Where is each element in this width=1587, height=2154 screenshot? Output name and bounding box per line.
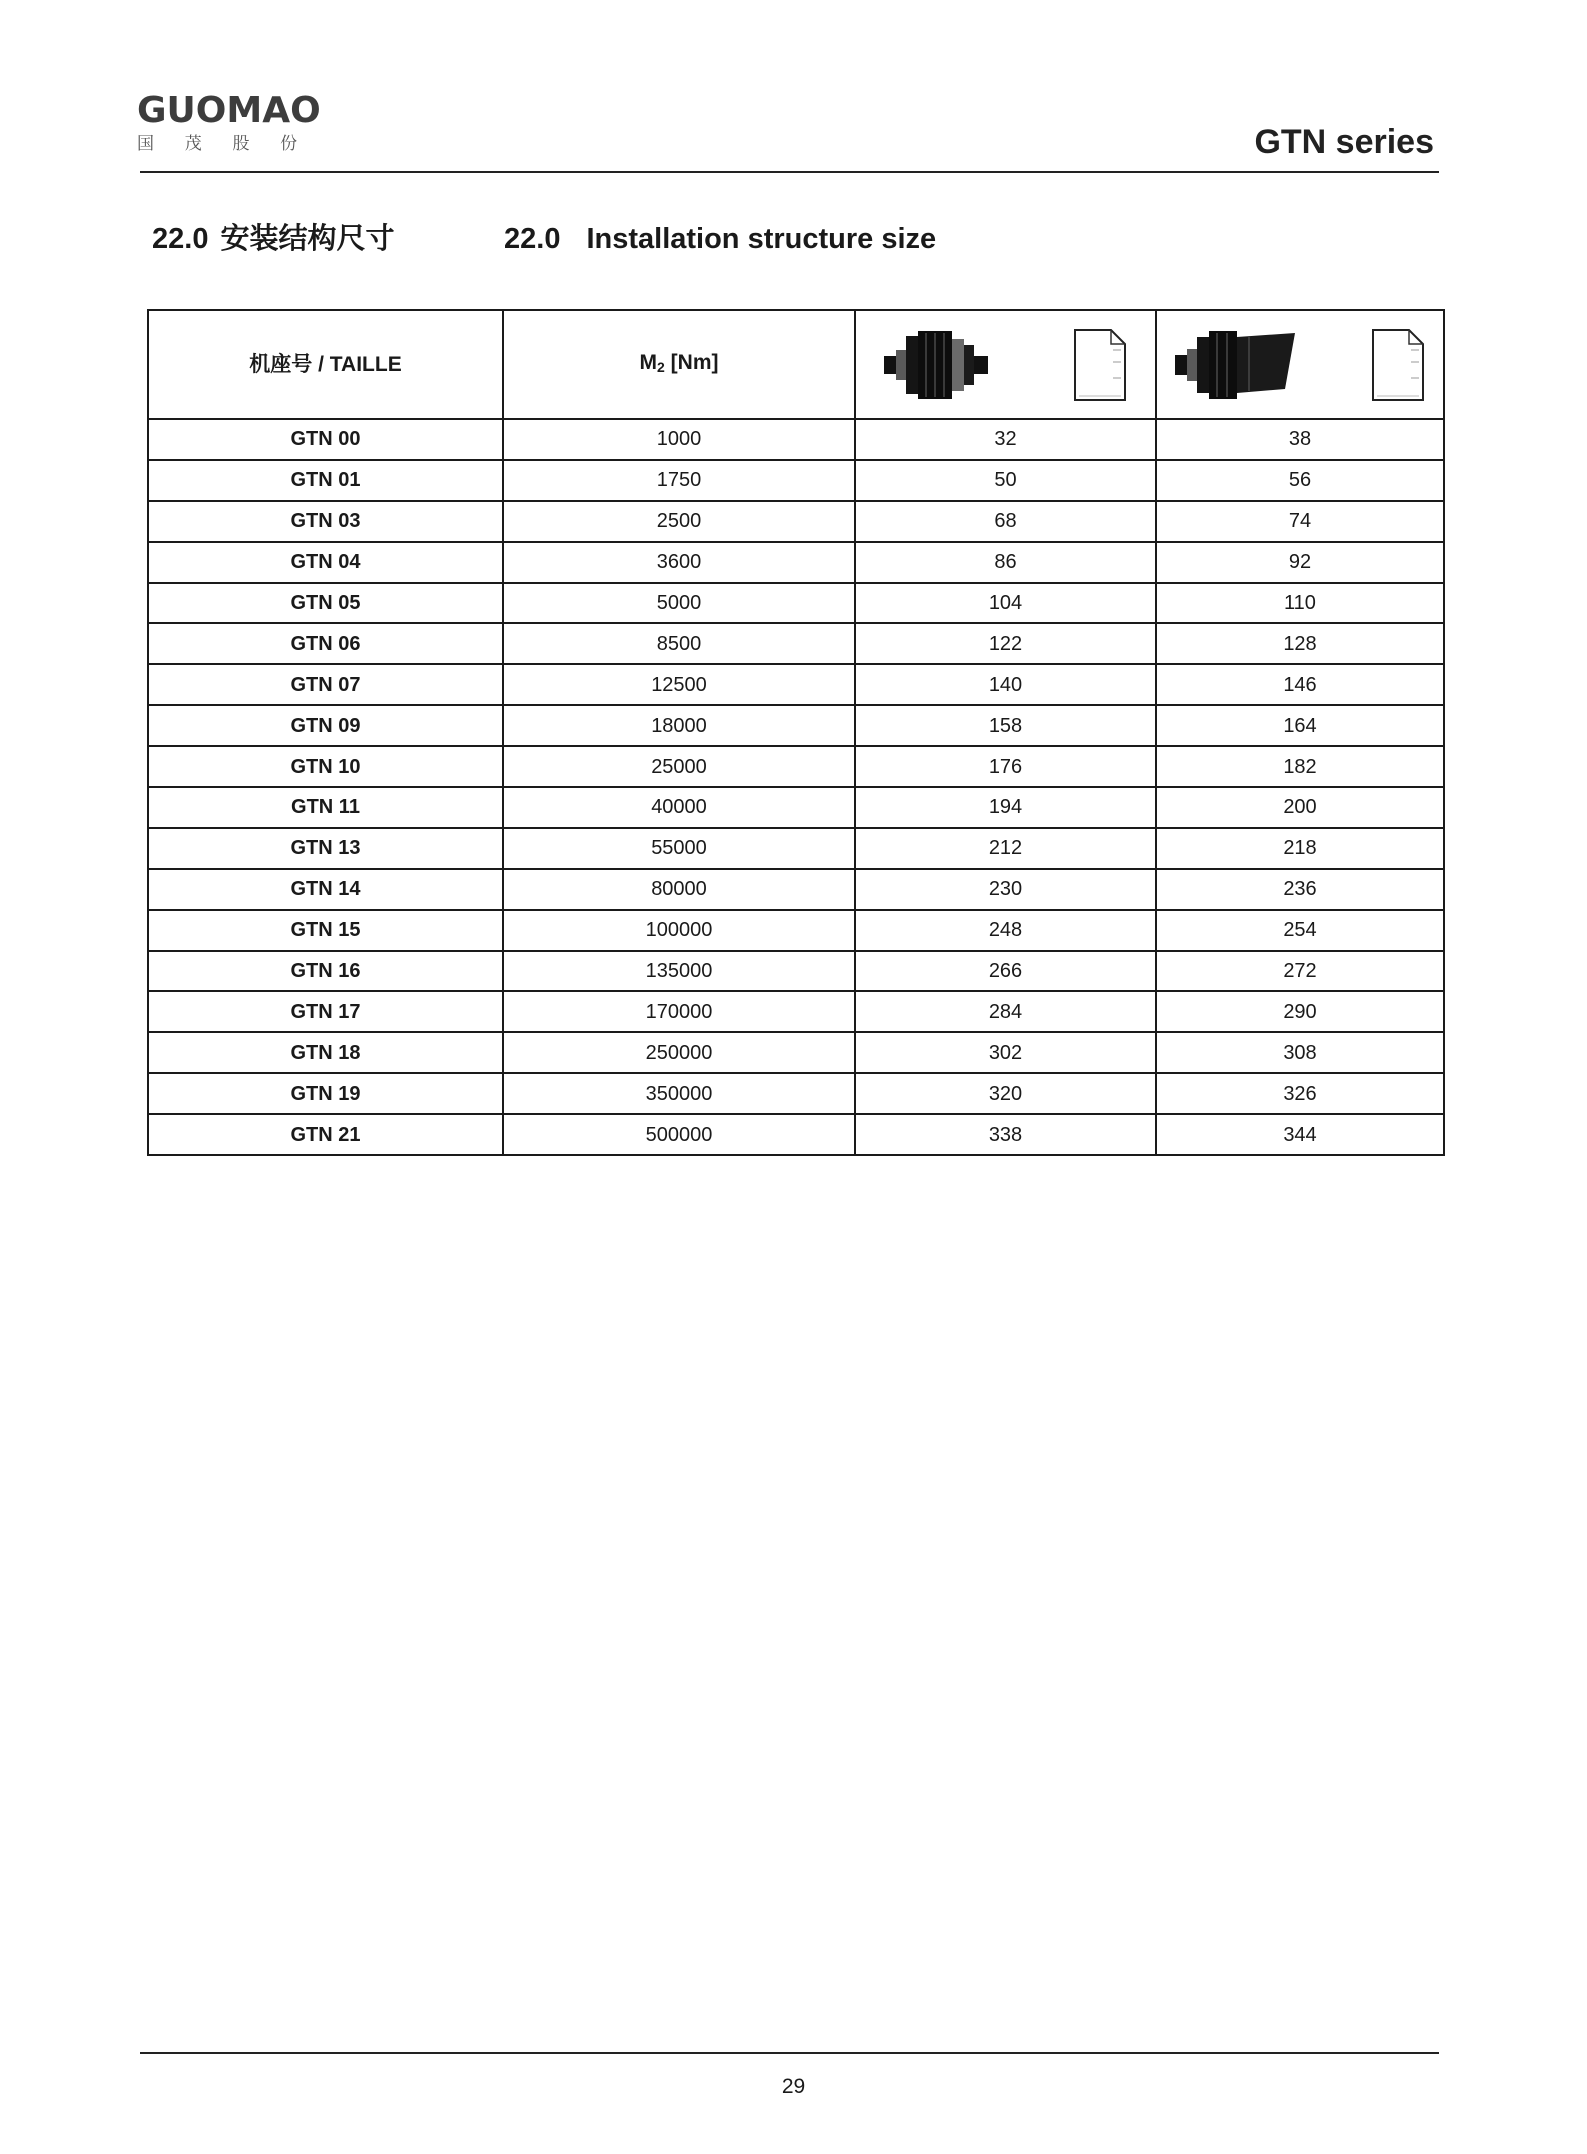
flanged-unit-cell: 272 xyxy=(1156,951,1444,992)
flanged-unit-column-header xyxy=(1156,310,1444,419)
torque-subscript: 2 xyxy=(657,358,665,375)
size-cell: GTN 07 xyxy=(148,664,503,705)
flanged-unit-cell: 290 xyxy=(1156,991,1444,1032)
size-column-label: 机座号 / TAILLE xyxy=(249,352,402,376)
size-cell: GTN 05 xyxy=(148,583,503,624)
torque-cell: 1750 xyxy=(503,460,855,501)
size-cell: GTN 06 xyxy=(148,623,503,664)
torque-cell: 100000 xyxy=(503,910,855,951)
size-cell: GTN 09 xyxy=(148,705,503,746)
torque-cell: 350000 xyxy=(503,1073,855,1114)
dimension-drawing-icon xyxy=(1371,328,1425,402)
torque-cell: 170000 xyxy=(503,991,855,1032)
section-heading-cn xyxy=(152,221,394,257)
size-cell: GTN 11 xyxy=(148,787,503,828)
inline-unit-cell: 248 xyxy=(855,910,1156,951)
section-number-en: 22.0 xyxy=(504,223,561,255)
torque-cell: 2500 xyxy=(503,501,855,542)
company-logo xyxy=(137,92,327,154)
torque-unit: [Nm] xyxy=(670,350,719,374)
footer-divider xyxy=(140,2052,1439,2054)
inline-unit-cell: 194 xyxy=(855,787,1156,828)
table-row xyxy=(148,419,1444,460)
size-cell: GTN 01 xyxy=(148,460,503,501)
table-row xyxy=(148,828,1444,869)
flanged-unit-cell: 128 xyxy=(1156,623,1444,664)
size-cell: GTN 14 xyxy=(148,869,503,910)
inline-unit-cell: 158 xyxy=(855,705,1156,746)
inline-unit-cell: 176 xyxy=(855,746,1156,787)
logo-subtext: 国 茂 股 份 xyxy=(137,134,311,153)
torque-cell: 8500 xyxy=(503,623,855,664)
table-row xyxy=(148,705,1444,746)
table-row xyxy=(148,869,1444,910)
flanged-unit-cell: 146 xyxy=(1156,664,1444,705)
table-row xyxy=(148,664,1444,705)
flanged-unit-cell: 344 xyxy=(1156,1114,1444,1155)
inline-unit-cell: 212 xyxy=(855,828,1156,869)
inline-unit-cell: 86 xyxy=(855,542,1156,583)
table-row xyxy=(148,787,1444,828)
flanged-unit-cell: 164 xyxy=(1156,705,1444,746)
inline-unit-cell: 32 xyxy=(855,419,1156,460)
inline-unit-cell: 68 xyxy=(855,501,1156,542)
page-number: 29 xyxy=(781,2075,806,2098)
flanged-unit-cell: 254 xyxy=(1156,910,1444,951)
table-row xyxy=(148,1114,1444,1155)
inline-unit-column-header xyxy=(855,310,1156,419)
flanged-unit-cell: 326 xyxy=(1156,1073,1444,1114)
header-divider xyxy=(140,171,1439,173)
torque-cell: 80000 xyxy=(503,869,855,910)
torque-cell: 250000 xyxy=(503,1032,855,1073)
inline-unit-cell: 338 xyxy=(855,1114,1156,1155)
table-row xyxy=(148,910,1444,951)
table-row xyxy=(148,746,1444,787)
size-cell: GTN 10 xyxy=(148,746,503,787)
dimension-drawing-icon xyxy=(1073,328,1127,402)
flanged-unit-cell: 236 xyxy=(1156,869,1444,910)
size-cell: GTN 15 xyxy=(148,910,503,951)
torque-cell: 5000 xyxy=(503,583,855,624)
torque-column-header xyxy=(503,310,855,419)
torque-cell: 1000 xyxy=(503,419,855,460)
flanged-unit-cell: 74 xyxy=(1156,501,1444,542)
series-title: GTN series xyxy=(1254,123,1434,161)
table-row xyxy=(148,951,1444,992)
torque-cell: 25000 xyxy=(503,746,855,787)
table-row xyxy=(148,460,1444,501)
size-column-header xyxy=(148,310,503,419)
flanged-unit-cell: 218 xyxy=(1156,828,1444,869)
size-cell: GTN 17 xyxy=(148,991,503,1032)
table-row xyxy=(148,542,1444,583)
torque-cell: 12500 xyxy=(503,664,855,705)
inline-unit-cell: 266 xyxy=(855,951,1156,992)
size-cell: GTN 13 xyxy=(148,828,503,869)
flanged-unit-cell: 182 xyxy=(1156,746,1444,787)
inline-unit-cell: 284 xyxy=(855,991,1156,1032)
torque-symbol: M xyxy=(639,350,658,374)
table-row xyxy=(148,1073,1444,1114)
inline-unit-cell: 320 xyxy=(855,1073,1156,1114)
torque-cell: 40000 xyxy=(503,787,855,828)
torque-cell: 135000 xyxy=(503,951,855,992)
size-cell: GTN 04 xyxy=(148,542,503,583)
size-cell: GTN 00 xyxy=(148,419,503,460)
installation-size-table xyxy=(147,309,1445,1156)
inline-unit-cell: 104 xyxy=(855,583,1156,624)
section-title-cn: 安装结构尺寸 xyxy=(220,223,395,255)
flanged-unit-cell: 38 xyxy=(1156,419,1444,460)
logo-wordmark: GUOMAO xyxy=(137,90,321,131)
flanged-unit-cell: 92 xyxy=(1156,542,1444,583)
flanged-unit-cell: 56 xyxy=(1156,460,1444,501)
size-cell: GTN 21 xyxy=(148,1114,503,1155)
table-row xyxy=(148,583,1444,624)
torque-cell: 55000 xyxy=(503,828,855,869)
flanged-unit-cell: 200 xyxy=(1156,787,1444,828)
torque-cell: 18000 xyxy=(503,705,855,746)
inline-unit-cell: 302 xyxy=(855,1032,1156,1073)
table-row xyxy=(148,501,1444,542)
table-header-row xyxy=(148,310,1444,419)
inline-unit-cell: 50 xyxy=(855,460,1156,501)
torque-cell: 500000 xyxy=(503,1114,855,1155)
size-cell: GTN 03 xyxy=(148,501,503,542)
table-row xyxy=(148,991,1444,1032)
section-title-en: Installation structure size xyxy=(586,223,937,255)
flanged-unit-cell: 110 xyxy=(1156,583,1444,624)
size-cell: GTN 18 xyxy=(148,1032,503,1073)
gear-unit-flanged-icon xyxy=(1175,331,1297,399)
inline-unit-cell: 122 xyxy=(855,623,1156,664)
section-heading-en xyxy=(504,221,936,257)
section-number-cn: 22.0 xyxy=(152,223,209,255)
table-row xyxy=(148,623,1444,664)
inline-unit-cell: 140 xyxy=(855,664,1156,705)
torque-cell: 3600 xyxy=(503,542,855,583)
size-cell: GTN 16 xyxy=(148,951,503,992)
size-cell: GTN 19 xyxy=(148,1073,503,1114)
flanged-unit-cell: 308 xyxy=(1156,1032,1444,1073)
gear-unit-inline-icon xyxy=(884,331,988,399)
table-row xyxy=(148,1032,1444,1073)
inline-unit-cell: 230 xyxy=(855,869,1156,910)
